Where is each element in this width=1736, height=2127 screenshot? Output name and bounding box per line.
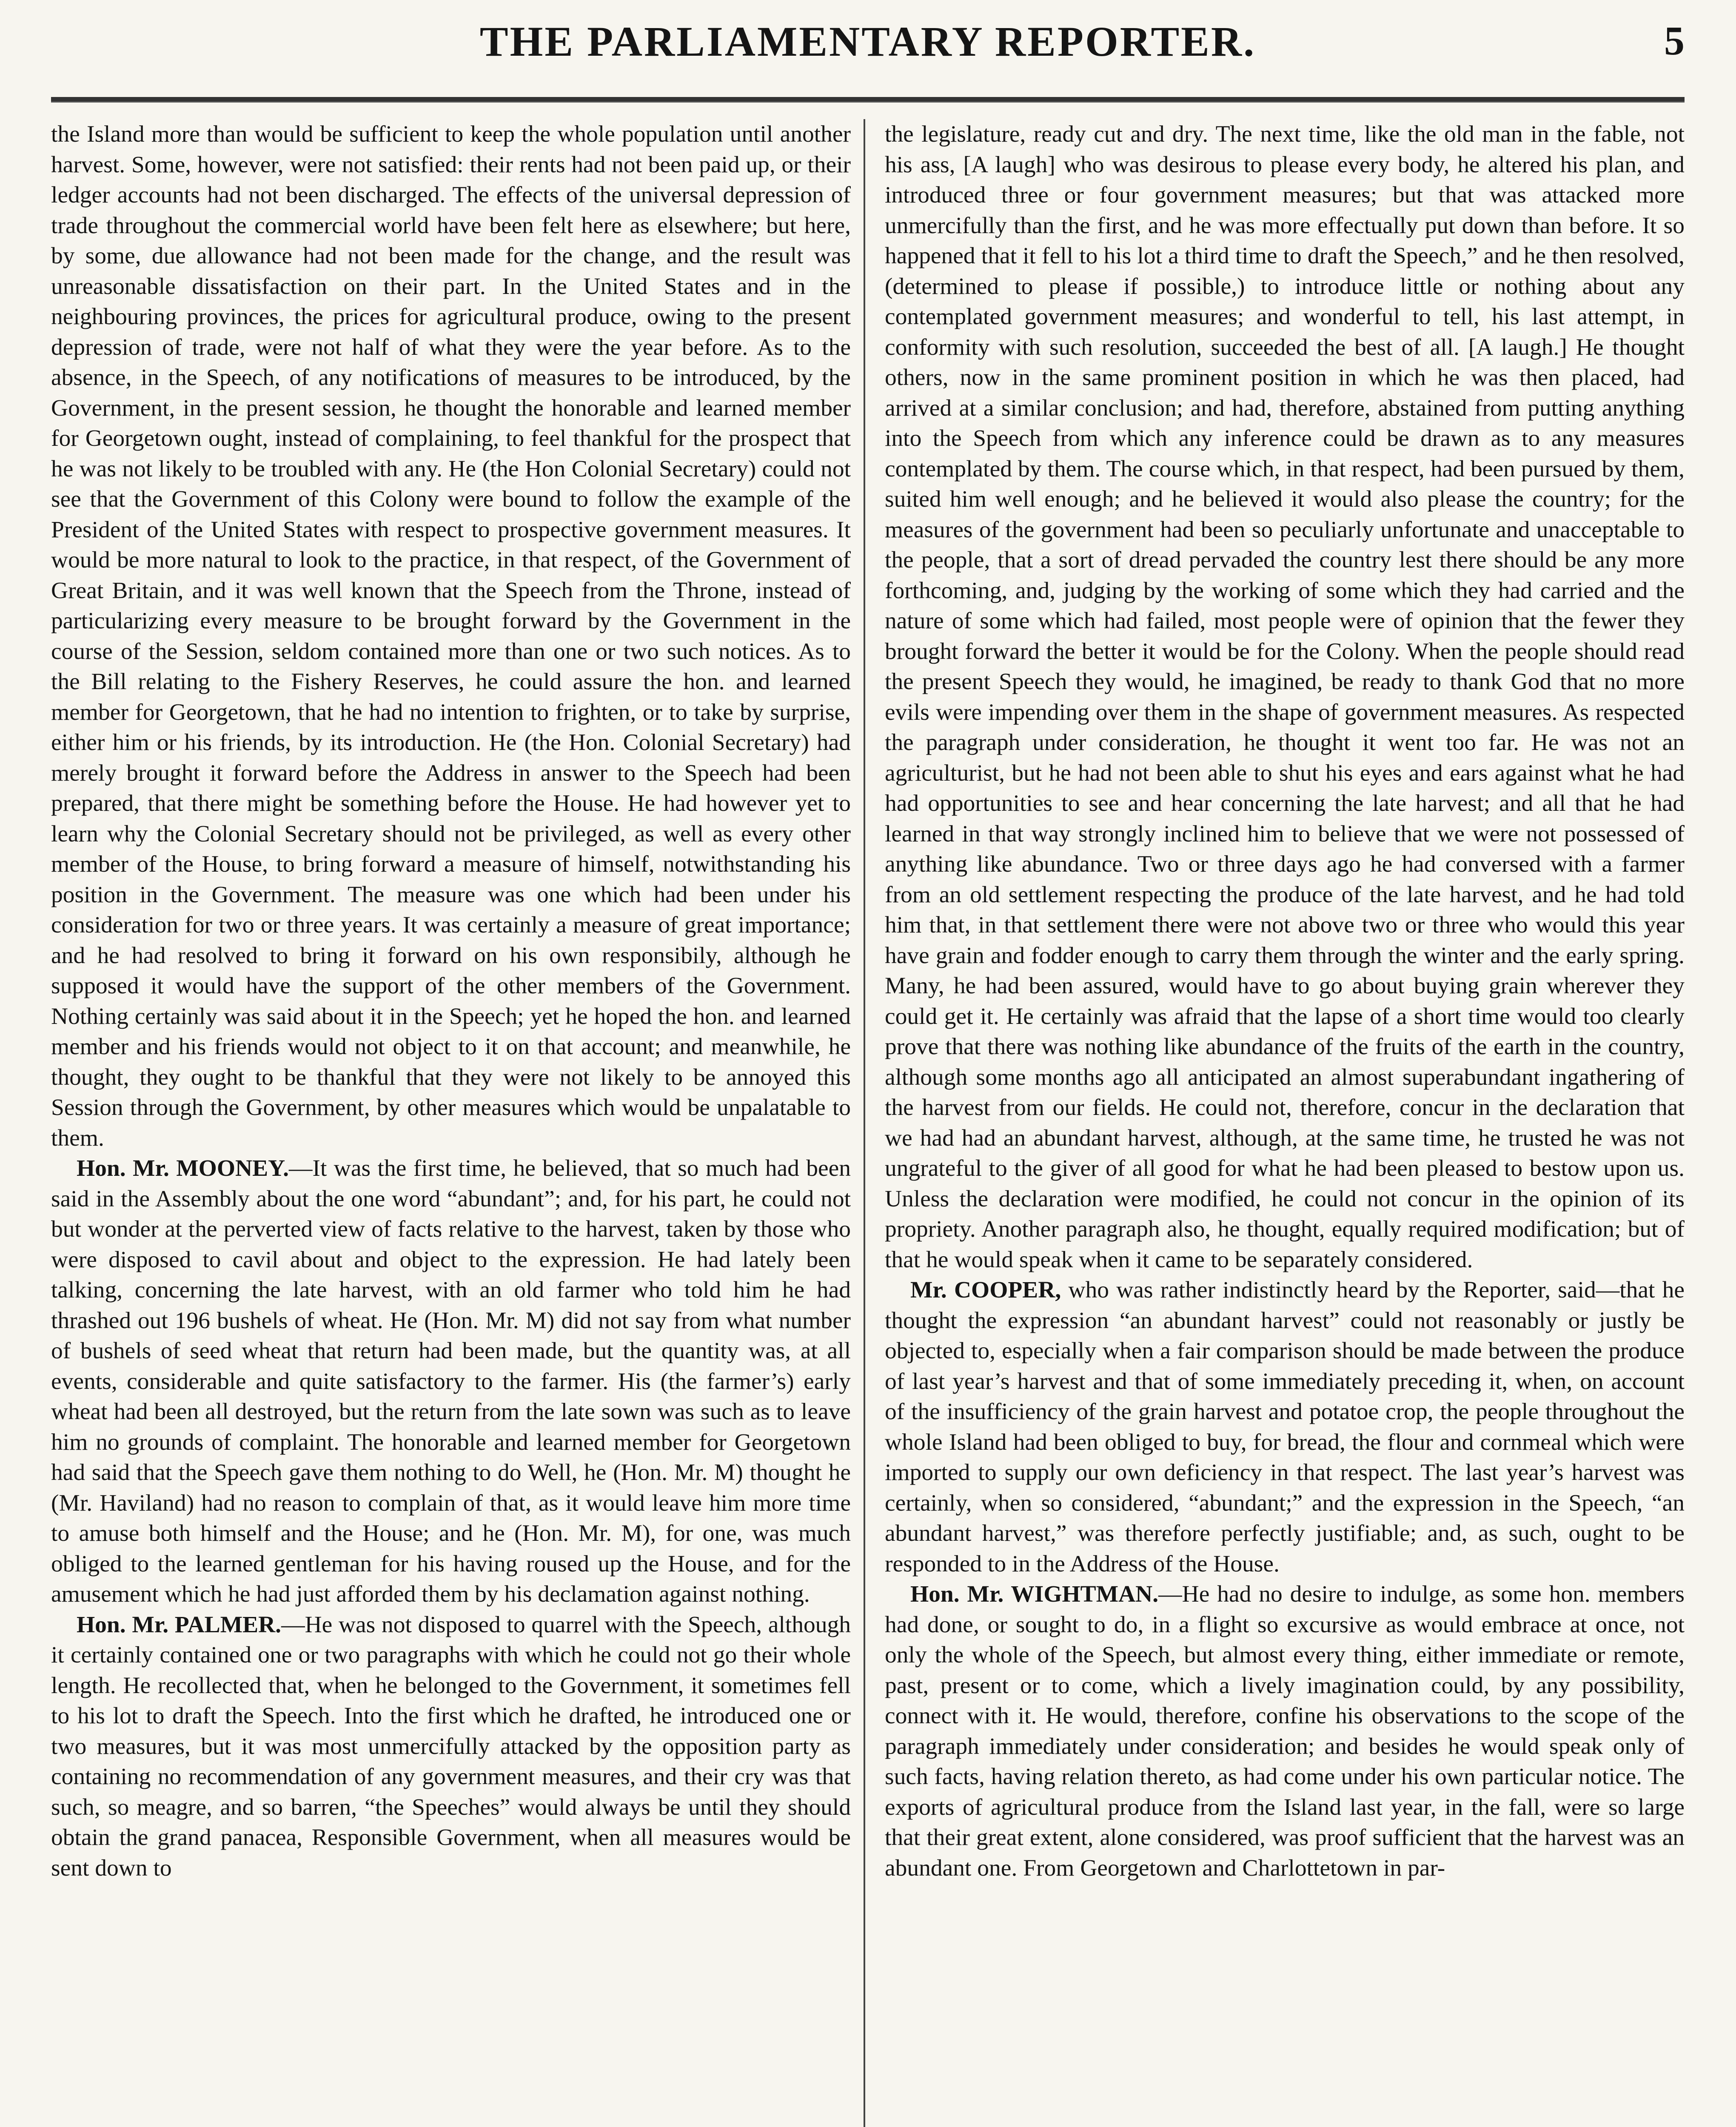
page-header [51, 13, 1685, 98]
paragraph-text: the legislature, ready cut and dry. The next time, like the old man in the fable, not his ass, [A laugh] who was desirous to please every body, he altered his plan, and introduced three or four government measures; but that was attacked more unmercifully than the first, and he was more effectually put down than before. It so happened that it fell to his lot a third time to draft the Speech,” and he then resolved, (determined to please if possible,) to introduce little or nothing about any contemplated government measures; and wonderful to tell, his last attempt, in conformity with such resolution, succeeded the best of all. [A laugh.] He thought others, now in the same prominent position in which he was then placed, had arrived at a similar conclusion; and had, therefore, abstained from putting anything into the Speech from which any inference could be drawn as to any measures contemplated by them. The course which, in that respect, had been pursued by them, suited him well enough; and he believed it would also please the country; for the measures of the government had been so peculiarly unfortunate and unacceptable to the people, that a sort of dread pervaded the country lest there should be any more forthcoming, and, judging by the working of some which they had carried and the nature of some which had failed, most people were of opinion that the fewer they brought forward the better it would be for the Colony. When the people should read the present Speech they would, he imagined, be ready to thank God that no more evils were impending over them in the shape of government measures. As respected the paragraph under consideration, he thought it went too far. He was not an agriculturist, but he had not been able to shut his eyes and ears against what he had had opportunities to see and hear concerning the late harvest; and all that he had learned in that way strongly inclined him to believe that we were not possessed of anything like abundance. Two or three days ago he had conversed with a farmer from an old settlement respecting the produce of the late harvest, and he had told him that, in that settlement there were not above two or three who would this year have grain and fodder enough to carry them through the winter and the early spring. Many, he had been assured, would have to go about buying grain wherever they could get it. He certainly was afraid that the lapse of a short time would too clearly prove that there was nothing like abundance of the fruits of the earth in the country, although some months ago all anticipated an almost superabundant ingathering of the harvest from our fields. He could not, therefore, concur in the declaration that we had had an abundant harvest, although, at the same time, he trusted he was not ungrateful to the giver of all good for what he had been pleased to bestow upon us. Unless the declaration were modified, he could not concur in the opinion of its propriety. Another paragraph also, he thought, equally required modification; but of that he would speak when it came to be separately considered. [885, 121, 1685, 1273]
paragraph-text: the Island more than would be sufficient to keep the whole population until another harvest. Some, however, were not satisfied: their rents had not been paid up, or their ledger accounts had not been discharged. The effects of the universal depression of trade throughout the commercial world have been felt here as elsewhere; but here, by some, due allowance had not been made for the change, and the result was unreasonable dissatisfaction on their part. In the United States and in the neighbouring provinces, the prices for agricultural produce, owing to the present depression of trade, were not half of what they were the year before. As to the absence, in the Speech, of any notifications of measures to be introduced, by the Government, in the present session, he thought the honorable and learned member for Georgetown ought, instead of complaining, to feel thankful for the prospect that he was not likely to be troubled with any. He (the Hon Colonial Secretary) could not see that the Government of this Colony were bound to follow the example of the President of the United States with respect to prospective government measures. It would be more natural to look to the practice, in that respect, of the Government of Great Britain, and it was well known that the Speech from the Throne, instead of particularizing every measure to be brought forward by the Government in the course of the Session, seldom contained more than one or two such notices. As to the Bill relating to the Fishery Reserves, he could assure the hon. and learned member for Georgetown, that he had no intention to frighten, or to take by surprise, either him or his friends, by its introduction. He (the Hon. Colonial Secretary) had merely brought it forward before the Address in answer to the Speech had been prepared, that there might be something before the House. He had however yet to learn why the Colonial Secretary should not be privileged, as well as every other member of the House, to bring forward a measure of himself, notwithstanding his position in the Government. The measure was one which had been under his consideration for two or three years. It was certainly a measure of great importance; and he had resolved to bring it forward on his own responsibily, although he supposed it would have the support of the other members of the Government. Nothing certainly was said about it in the Speech; yet he hoped the hon. and learned member and his friends would not object to it on that account; and meanwhile, he thought, they ought to be thankful that they were not likely to be annoyed this Session through the Government, by other measures which would be unpalatable to them. [51, 121, 851, 1151]
speaker-name: Mr. COOPER, [910, 1277, 1061, 1303]
paragraph [885, 1579, 1685, 1883]
left-column [51, 119, 851, 2127]
page-number: 5 [1664, 18, 1685, 63]
speaker-name: Hon. Mr. WIGHTMAN. [910, 1581, 1159, 1607]
speaker-name: Hon. Mr. PALMER. [77, 1611, 282, 1638]
right-column [885, 119, 1685, 2127]
paragraph [51, 1610, 851, 1884]
paragraph-text: —He was not disposed to quarrel with the Speech, although it certainly contained one or two paragraphs with which he could not go their whole length. He recollected that, when he belonged to the Government, it sometimes fell to his lot to draft the Speech. Into the first which he drafted, he introduced one or two measures, but it was most unmercifully attacked by the opposition party as containing no recommendation of any government measures, and their cry was that such, so meagre, and so barren, “the Speeches” would always be until they should obtain the grand panacea, Responsible Government, when all measures would be sent down to [51, 1611, 851, 1881]
paragraph [885, 1275, 1685, 1579]
paragraph [51, 119, 851, 1153]
column-divider [864, 119, 865, 2127]
paragraph-text: who was rather indistinctly heard by the Reporter, said—that he thought the expression “an abundant harvest” could not reasonably or justly be objected to, especially when a fair comparison should be made between the produce of last year’s harvest and that of some immediately preceding it, when, on account of the insufficiency of the grain harvest and potatoe crop, the people throughout the whole Island had been obliged to buy, for bread, the flour and cornmeal which were imported to supply our own deficiency in that respect. The last year’s harvest was certainly, when so considered, “abundant;” and the expression in the Speech, “an abundant harvest,” was therefore perfectly justifiable; and, as such, ought to be responded to in the Address of the House. [885, 1277, 1685, 1577]
speaker-name: Hon. Mr. MOONEY. [77, 1155, 289, 1181]
header-rule [51, 97, 1685, 103]
paragraph-text: —He had no desire to indulge, as some hon. members had done, or sought to do, in a flight so excursive as would embrace at once, not only the whole of the Speech, but almost every thing, either immediate or remote, past, present or to come, which a lively imagination could, by any possibility, connect with it. He would, therefore, confine his observations to the scope of the paragraph immediately under consideration; and besides he would speak only of such facts, having relation thereto, as had come under his own particular notice. The exports of agricultural produce from the Island last year, in the fall, were so large that their great extent, alone considered, was proof sufficient that the harvest was an abundant one. From Georgetown and Charlottetown in par- [885, 1581, 1685, 1881]
page-title: THE PARLIAMENTARY REPORTER. [479, 18, 1256, 65]
paragraph-text: —It was the first time, he believed, that so much had been said in the Assembly about the one word “abundant”; and, for his part, he could not but wonder at the perverted view of facts relative to the harvest, taken by those who were disposed to cavil about and object to the expression. He had lately been talking, concerning the late harvest, with an old farmer who told him he had thrashed out 196 bushels of wheat. He (Hon. Mr. M) did not say from what number of bushels of seed wheat that return had been made, but the quantity was, at all events, considerable and quite satisfactory to the farmer. His (the farmer’s) early wheat had been all destroyed, but the return from the late sown was such as to leave him no grounds of complaint. The honorable and learned member for Georgetown had said that the Speech gave them nothing to do Well, he (Hon. Mr. M) thought he (Mr. Haviland) had no reason to complain of that, as it would leave him more time to amuse both himself and the House; and he (Hon. Mr. M), for one, was much obliged to the learned gentleman for his having roused up the House, and for the amusement which he had just afforded them by his declamation against nothing. [51, 1155, 851, 1607]
paragraph [51, 1153, 851, 1610]
paragraph [885, 119, 1685, 1275]
